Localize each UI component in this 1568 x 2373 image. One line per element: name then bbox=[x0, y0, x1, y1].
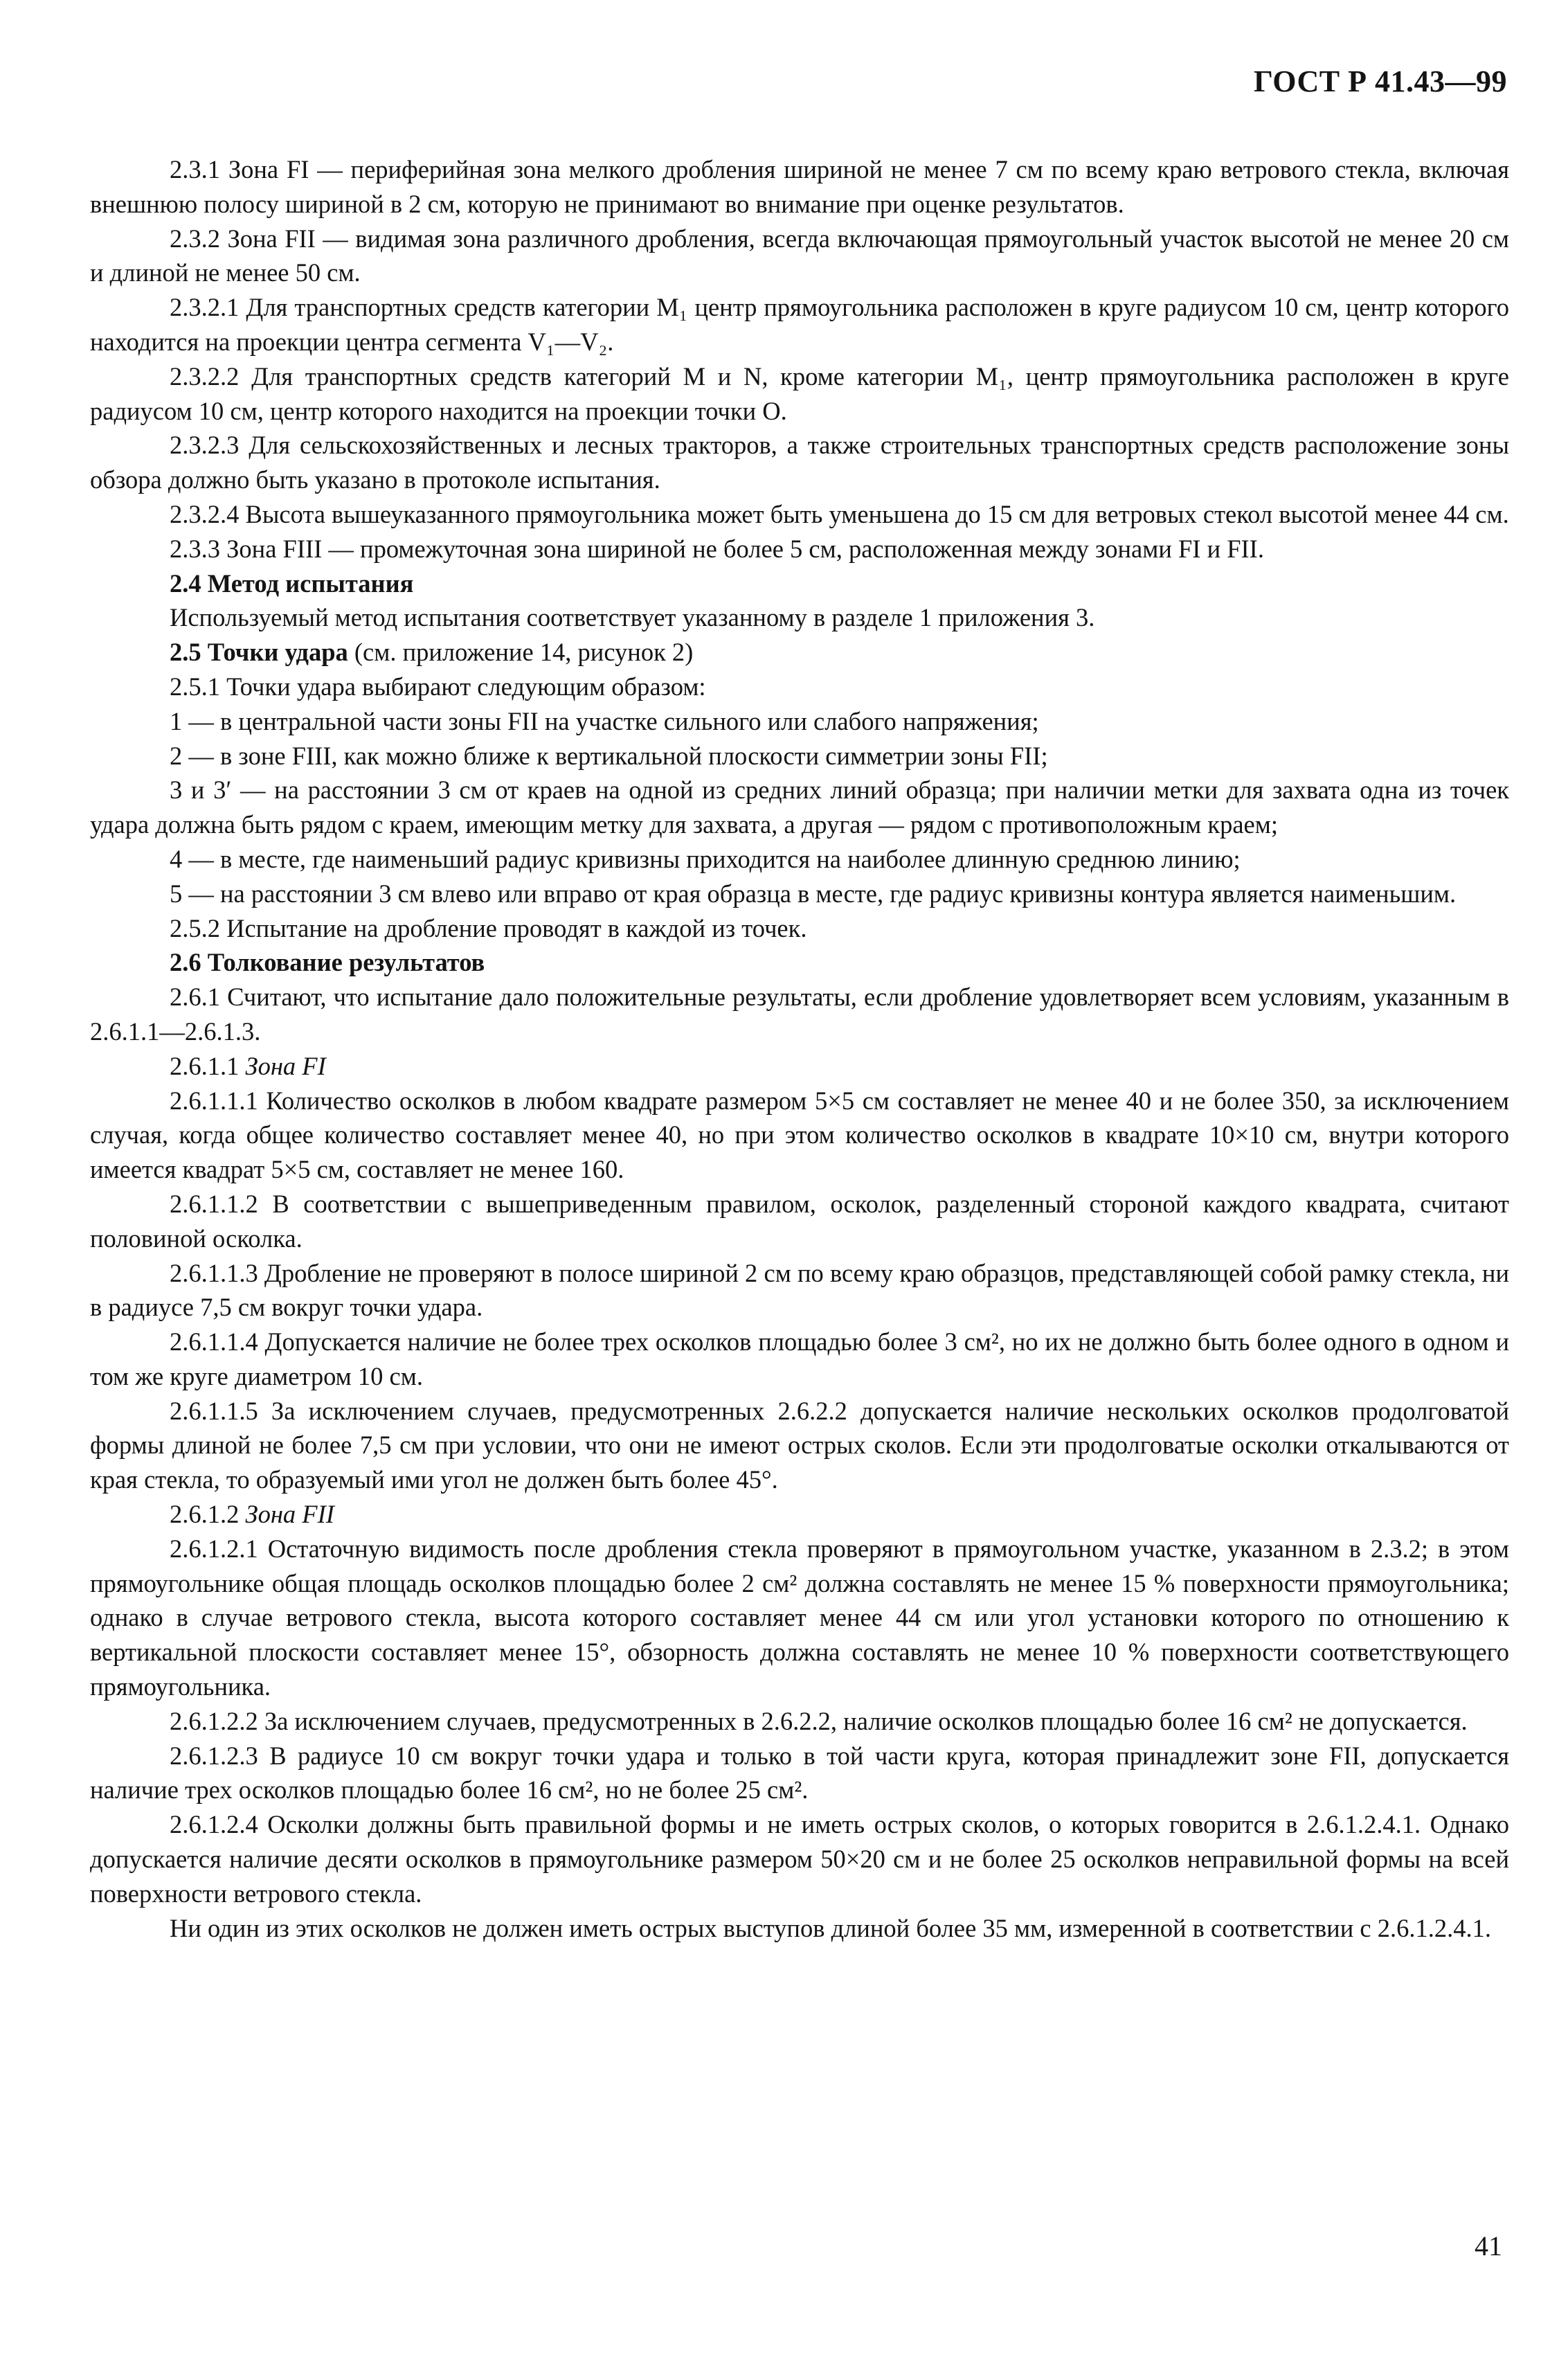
subsection-2-6-1-1-number: 2.6.1.1 bbox=[170, 1051, 246, 1080]
paragraph-2-6-1-1-5: 2.6.1.1.5 За исключением случаев, предусмотренных 2.6.2.2 допускается наличие нескольких осколков продолговатой формы длиной не более 7,5 см при условии, что они не имеют острых сколов. Если эти продолговатые осколки откалываются от края стекла, то образуемый ими угол не должен быть более 45°. bbox=[90, 1396, 1509, 1494]
section-heading-2-5-ref: (см. приложение 14, рисунок 2) bbox=[348, 638, 694, 667]
subsection-2-6-1-2 bbox=[90, 1497, 1509, 1532]
paragraph-2-6-1-1-4: 2.6.1.1.4 Допускается наличие не более трех осколков площадью более 3 см², но их не должно быть более одного в одном и том же круге диаметром 10 см. bbox=[90, 1327, 1509, 1390]
paragraph-2-6-1-1-1: 2.6.1.1.1 Количество осколков в любом квадрате размером 5×5 см составляет не менее 40 и не более 350, за исключением случая, когда общее количество составляет менее 40, но при этом количество осколков в квадрате 10×10 см, внутри которого имеется квадрат 5×5 см, составляет не менее 160. bbox=[90, 1086, 1509, 1184]
paragraph-2-3-2: 2.3.2 Зона FII — видимая зона различного дробления, всегда включающая прямоугольный участок высотой не менее 20 см и длиной не менее 50 см. bbox=[90, 224, 1509, 287]
subsection-2-6-1-2-number: 2.6.1.2 bbox=[170, 1500, 246, 1529]
paragraph-2-6-1-2-1: 2.6.1.2.1 Остаточную видимость после дробления стекла проверяют в прямоугольном участке, указанном в 2.3.2; в этом прямоугольнике общая площадь осколков площадью более 2 см² должна составлять не менее 15 % поверхности прямоугольника; однако в случае ветрового стекла, высота которого составляет менее 44 см или угол установки которого по отношению к вертикальной плоскости составляет менее 15°, обзорность должна составлять не менее 10 % поверхности соответствующего прямоугольника. bbox=[90, 1534, 1509, 1701]
section-heading-2-6: 2.6 Толкование результатов bbox=[170, 948, 485, 977]
paragraph-2-6-1: 2.6.1 Считают, что испытание дало положительные результаты, если дробление удовлетворяет всем условиям, указанным в 2.6.1.1—2.6.1.3. bbox=[90, 983, 1509, 1046]
page-number: 41 bbox=[1475, 2230, 1502, 2262]
paragraph-2-6-1-1-3: 2.6.1.1.3 Дробление не проверяют в полосе шириной 2 см по всему краю образцов, представляющей собой рамку стекла, ни в радиусе 7,5 см вокруг точки удара. bbox=[90, 1258, 1509, 1322]
impact-point-1: 1 — в центральной части зоны FII на участке сильного или слабого напряжения; bbox=[170, 706, 1039, 735]
paragraph-2-3-2-4: 2.3.2.4 Высота вышеуказанного прямоугольника может быть уменьшена до 15 см для ветровых стекол высотой менее 44 см. bbox=[170, 499, 1509, 528]
paragraph-2-3-2-3: 2.3.2.3 Для сельскохозяйственных и лесных тракторов, а также строительных транспортных средств расположение зоны обзора должно быть указано в протоколе испытания. bbox=[90, 431, 1509, 494]
document-body bbox=[90, 152, 1509, 1945]
paragraph-2-5-1: 2.5.1 Точки удара выбирают следующим образом: bbox=[170, 672, 706, 701]
impact-point-2: 2 — в зоне FIII, как можно ближе к вертикальной плоскости симметрии зоны FII; bbox=[170, 741, 1048, 770]
paragraph-2-3-2-2: 2.3.2.2 Для транспортных средств категорий M и N, кроме категории M₁, центр прямоугольника расположен в круге радиусом 10 см, центр которого находится на проекции точки O. bbox=[90, 361, 1509, 425]
impact-point-3: 3 и 3′ — на расстоянии 3 см от краев на одной из средних линий образца; при наличии метки для захвата одна из точек удара должна быть рядом с краем, имеющим метку для захвата, а другая — рядом с противоположным краем; bbox=[90, 776, 1509, 839]
subsection-2-6-1-2-title: Зона FII bbox=[245, 1500, 334, 1529]
paragraph-2-3-2-1: 2.3.2.1 Для транспортных средств категории M₁ центр прямоугольника расположен в круге радиусом 10 см, центр которого находится на проекции центра сегмента V₁—V₂. bbox=[90, 293, 1509, 356]
paragraph-2-6-1-2-3: 2.6.1.2.3 В радиусе 10 см вокруг точки удара и только в той части круга, которая принадлежит зоне FII, допускается наличие трех осколков площадью более 16 см², но не более 25 см². bbox=[90, 1741, 1509, 1805]
subsection-2-6-1-1 bbox=[90, 1049, 1509, 1084]
impact-point-4: 4 — в месте, где наименьший радиус кривизны приходится на наиболее длинную среднюю линию; bbox=[170, 844, 1241, 873]
paragraph-2-3-3: 2.3.3 Зона FIII — промежуточная зона шириной не более 5 см, расположенная между зонами FI и FII. bbox=[170, 534, 1264, 563]
section-heading-2-5 bbox=[90, 635, 1509, 670]
paragraph-2-5-2: 2.5.2 Испытание на дробление проводят в каждой из точек. bbox=[170, 913, 807, 942]
subsection-2-6-1-1-title: Зона FI bbox=[245, 1051, 326, 1080]
section-heading-2-5-title: 2.5 Точки удара bbox=[170, 638, 348, 667]
paragraph-sharp-protrusions: Ни один из этих осколков не должен иметь острых выступов длиной более 35 мм, измеренной в соответствии с 2.6.1.2.4.1. bbox=[170, 1913, 1491, 1942]
document-code-header: ГОСТ Р 41.43—99 bbox=[1253, 64, 1507, 98]
paragraph-2-6-1-2-4: 2.6.1.2.4 Осколки должны быть правильной формы и не иметь острых сколов, о которых говорится в 2.6.1.2.4.1. Однако допускается наличие десяти осколков в прямоугольнике размером 50×20 см и не более 25 осколков неправильной формы на всей поверхности ветрового стекла. bbox=[90, 1810, 1509, 1908]
paragraph-2-3-1: 2.3.1 Зона FI — периферийная зона мелкого дробления шириной не менее 7 см по всему краю ветрового стекла, включая внешнюю полосу шириной в 2 см, которую не принимают во внимание при оценке результатов. bbox=[90, 155, 1509, 218]
impact-point-5: 5 — на расстоянии 3 см влево или вправо от края образца в месте, где радиус кривизны контура является наименьшим. bbox=[170, 879, 1457, 908]
paragraph-2-6-1-2-2: 2.6.1.2.2 За исключением случаев, предусмотренных в 2.6.2.2, наличие осколков площадью более 16 см² не допускается. bbox=[170, 1706, 1468, 1735]
paragraph-2-6-1-1-2: 2.6.1.1.2 В соответствии с вышеприведенным правилом, осколок, разделенный стороной каждого квадрата, считают половиной осколка. bbox=[90, 1189, 1509, 1253]
section-heading-2-4: 2.4 Метод испытания bbox=[170, 568, 414, 598]
paragraph-test-method: Используемый метод испытания соответствует указанному в разделе 1 приложения 3. bbox=[170, 603, 1095, 632]
